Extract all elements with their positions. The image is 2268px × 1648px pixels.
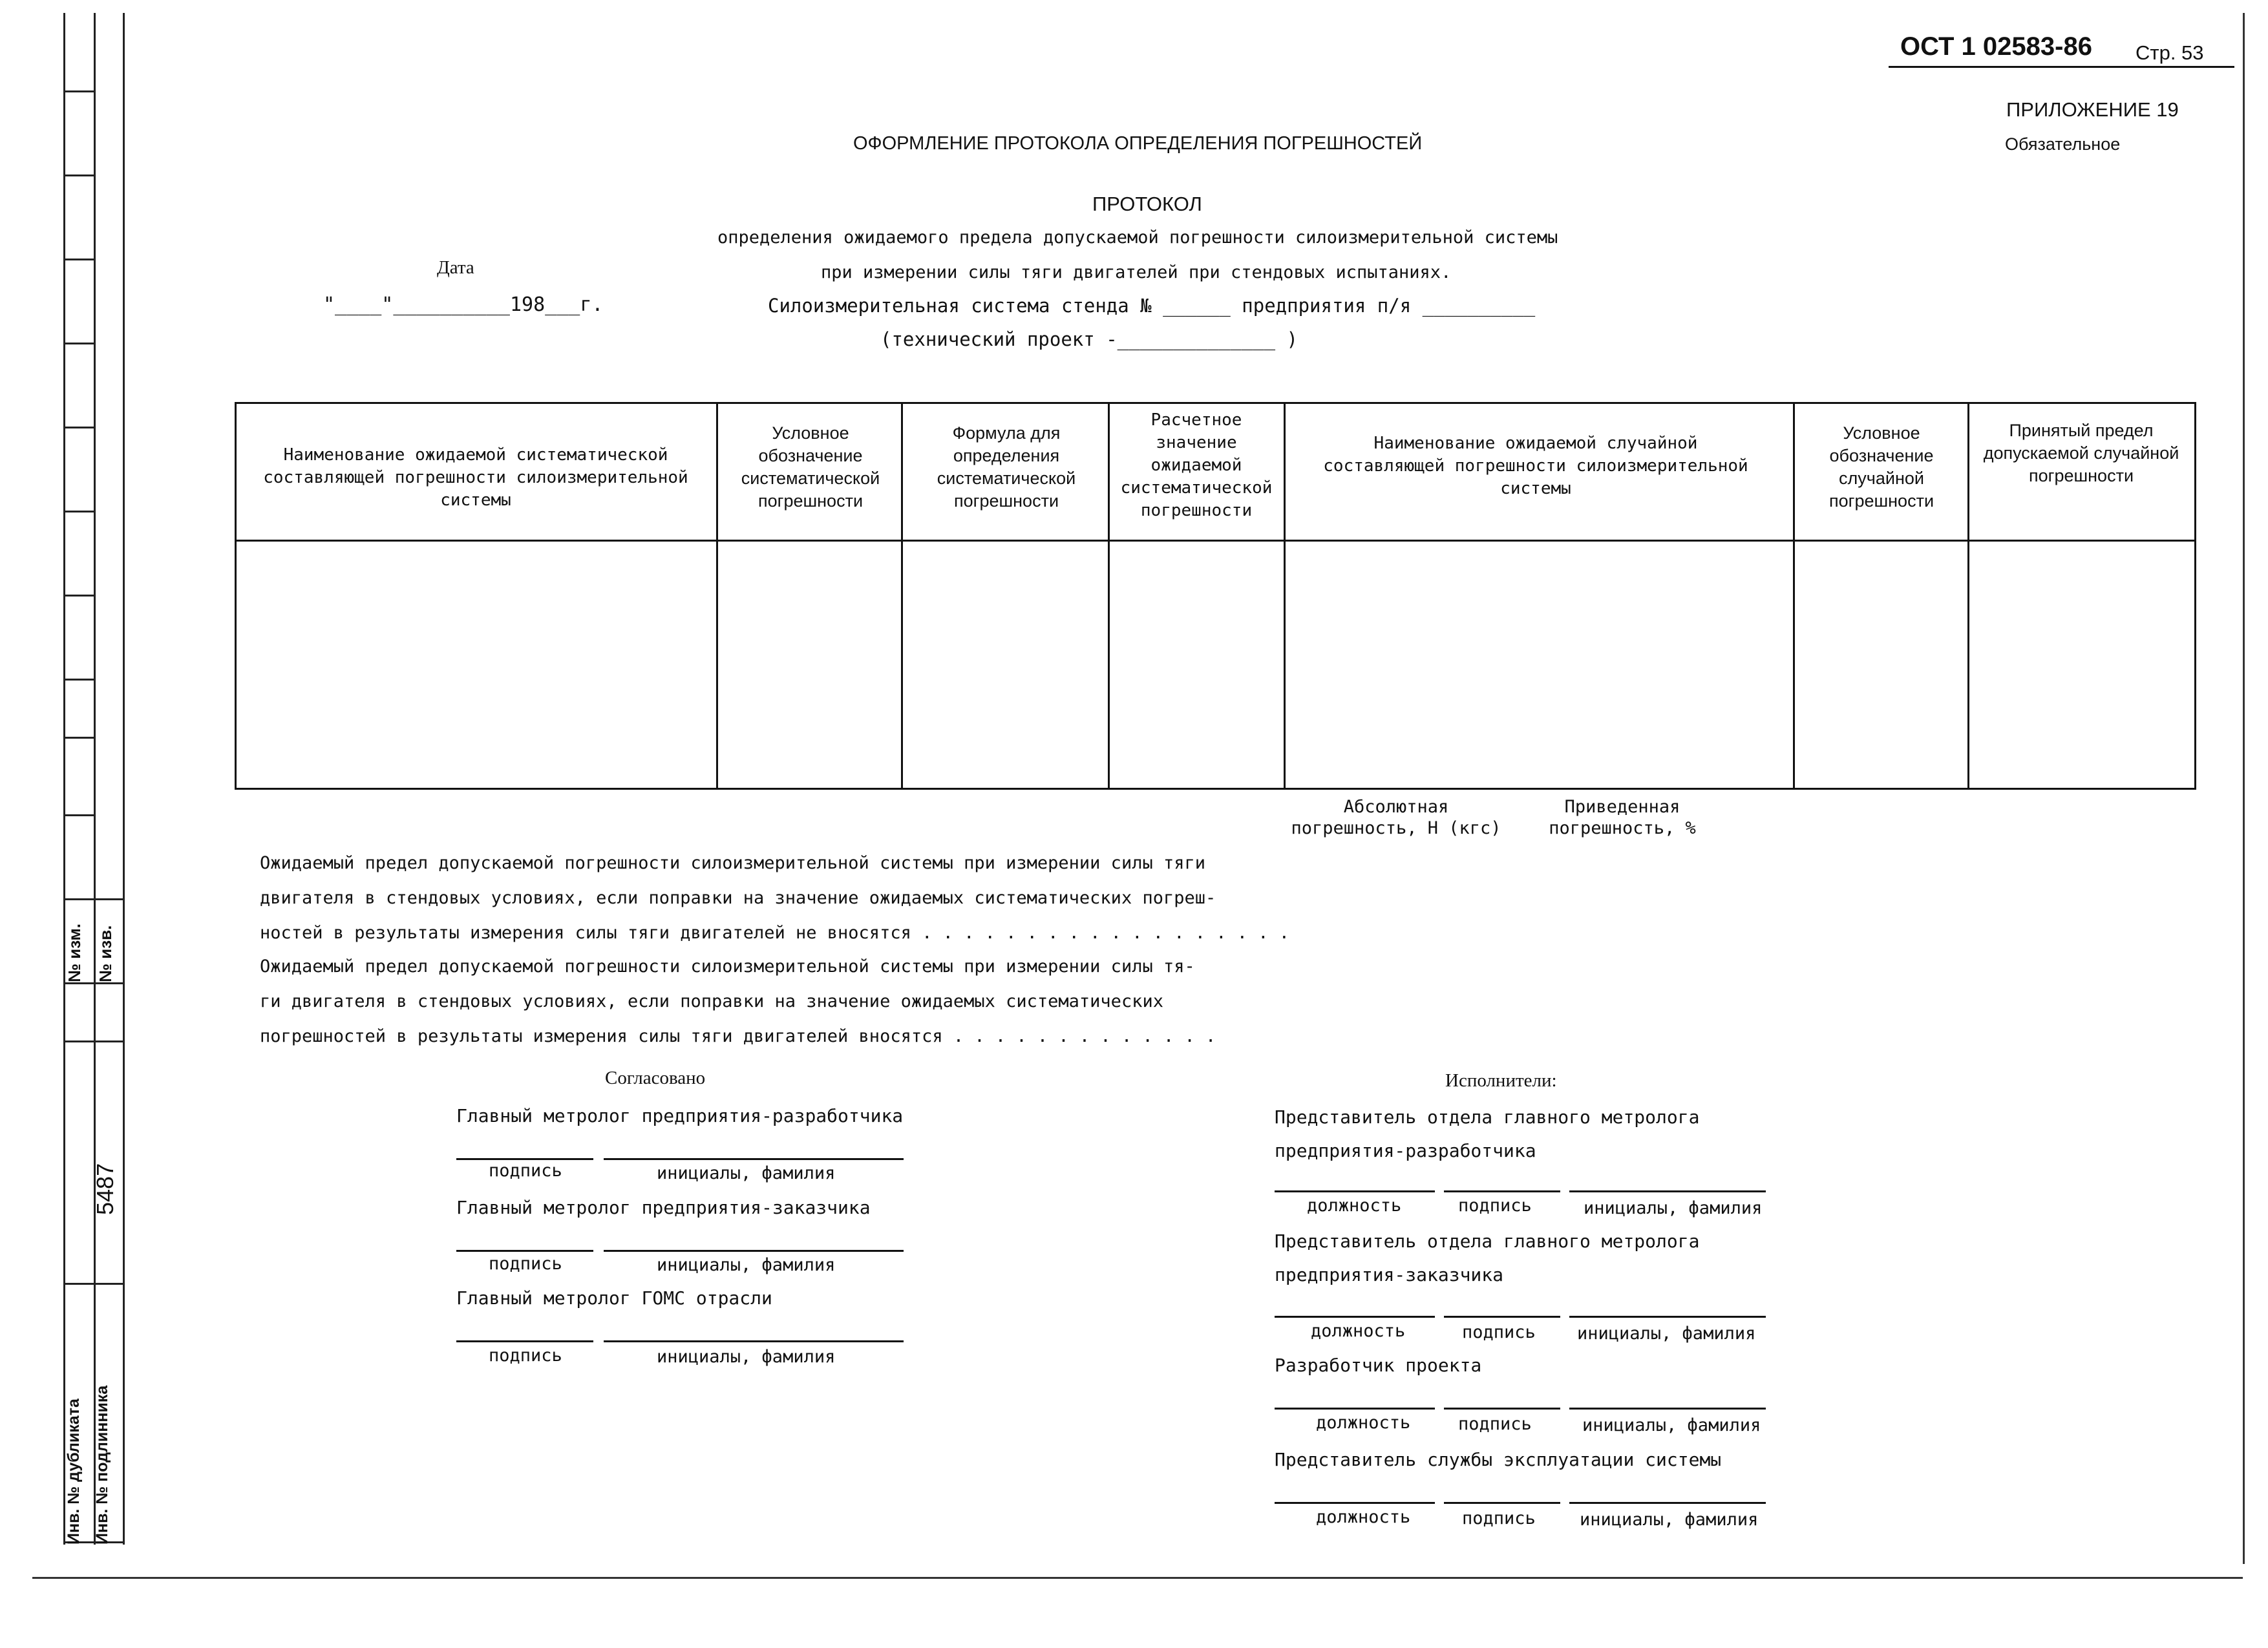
page-title: ОФОРМЛЕНИЕ ПРОТОКОЛА ОПРЕДЕЛЕНИЯ ПОГРЕШНОСТЕЙ <box>853 133 1423 154</box>
bottom-border-line <box>32 1577 2243 1579</box>
executor-role1-line1: Представитель отдела главного метролога <box>1275 1106 1700 1128</box>
technical-project-line: (технический проект -______________ ) <box>880 328 1298 350</box>
appendix-label: ПРИЛОЖЕНИЕ 19 <box>2006 98 2179 121</box>
executor1-position-caption: должность <box>1307 1196 1402 1216</box>
executor-role2-line2: предприятия-заказчика <box>1275 1264 1504 1285</box>
paragraph2-line2: ги двигателя в стендовых условиях, если поправки на значение ожидаемых систематических <box>260 991 1163 1011</box>
executor4-position-caption: должность <box>1316 1507 1411 1527</box>
table-header-systematic-symbol: Условное обозначение систематической погрешности <box>741 423 880 511</box>
agreed-name-caption-1: инициалы, фамилия <box>657 1163 836 1183</box>
izv-label: № изв. <box>96 925 115 982</box>
agreed-role-developer: Главный метролог предприятия-разработчика <box>456 1105 904 1126</box>
executor-role2-line1: Представитель отдела главного метролога <box>1275 1231 1700 1252</box>
paragraph1-line1: Ожидаемый предел допускаемой погрешности силоизмерительной системы при измерении силы тяги <box>260 853 1205 873</box>
paragraph2-line3: погрешностей в результаты измерения силы тяги двигателей вносятся . . . . . . . . . . . . . <box>260 1026 1216 1046</box>
paragraph2-line1: Ожидаемый предел допускаемой погрешности силоизмерительной системы при измерении силы тя- <box>260 956 1195 977</box>
agreed-role-goms: Главный метролог ГОМС отрасли <box>456 1287 772 1309</box>
table-header-calculated-value: Расчетное значение ожидаемой систематической погрешности <box>1120 410 1273 520</box>
agreed-sign-caption-2: подпись <box>489 1254 562 1274</box>
executor-role3: Разработчик проекта <box>1275 1355 1482 1376</box>
absolute-error-label: Абсолютная погрешность, Н (кгс) <box>1291 797 1501 838</box>
inv-original-label: Инв. № подлинника <box>93 1385 111 1545</box>
system-stand-line: Силоизмерительная система стенда № ______ предприятия п/я __________ <box>768 295 1536 317</box>
protocol-subtitle-line1: определения ожидаемого предела допускаемой погрешности силоизмерительной системы <box>717 227 1558 248</box>
reduced-error-label: Приведенная погрешность, % <box>1549 797 1696 838</box>
executor4-name-caption: инициалы, фамилия <box>1580 1510 1759 1530</box>
agreed-name-caption-3: инициалы, фамилия <box>657 1347 836 1367</box>
table-header-systematic-name: Наименование ожидаемой систематической составляющей погрешности силоизмерительной системы <box>263 445 688 510</box>
errors-table <box>235 402 2196 790</box>
right-border-line <box>2243 13 2245 1564</box>
table-header-separator <box>237 540 2194 542</box>
table-header-random-limit: Принятый предел допускаемой случайной погрешности <box>1983 421 2179 485</box>
inv-original-number: 5487 <box>92 1163 118 1215</box>
executor-role1-line2: предприятия-разработчика <box>1275 1140 1536 1161</box>
agreed-role-customer: Главный метролог предприятия-заказчика <box>456 1197 871 1218</box>
table-header-random-symbol: Условное обозначение случайной погрешности <box>1828 423 1934 511</box>
paragraph1-line3: ностей в результаты измерения силы тяги двигателей не вносятся . . . . . . . . . . . . . . . . . . <box>260 923 1290 943</box>
table-header-random-name: Наименование ожидаемой случайной составляющей погрешности силоизмерительной системы <box>1323 434 1748 498</box>
executor3-name-caption: инициалы, фамилия <box>1582 1415 1761 1435</box>
paragraph1-line2: двигателя в стендовых условиях, если поправки на значение ожидаемых систематических погреш- <box>260 888 1216 908</box>
agreed-sign-caption-3: подпись <box>489 1346 562 1366</box>
agreed-heading: Согласовано <box>605 1068 706 1088</box>
executor2-name-caption: инициалы, фамилия <box>1577 1324 1756 1344</box>
izm-label: № изм. <box>65 924 84 982</box>
protocol-title: ПРОТОКОЛ <box>1092 193 1202 215</box>
executor2-position-caption: должность <box>1311 1321 1406 1341</box>
executor3-sign-caption: подпись <box>1458 1414 1532 1434</box>
doc-number-underline <box>1889 66 2234 68</box>
executor1-sign-caption: подпись <box>1458 1196 1532 1216</box>
executor4-sign-caption: подпись <box>1462 1508 1536 1528</box>
document-number: ОСТ 1 02583-86 <box>1900 32 2092 61</box>
executor3-position-caption: должность <box>1316 1413 1411 1433</box>
inv-duplicate-label: Инв. № дубликата <box>65 1399 83 1545</box>
agreed-name-caption-2: инициалы, фамилия <box>657 1255 836 1275</box>
date-field: "____"__________198___г. <box>323 293 604 316</box>
appendix-status: Обязательное <box>2005 134 2121 154</box>
date-label: Дата <box>437 257 474 278</box>
table-header-formula: Формула для определения систематической погрешности <box>937 423 1076 511</box>
executors-heading: Исполнители: <box>1445 1070 1557 1091</box>
executor1-name-caption: инициалы, фамилия <box>1584 1198 1763 1218</box>
page-number: Стр. 53 <box>2136 41 2204 64</box>
executor2-sign-caption: подпись <box>1462 1322 1536 1342</box>
protocol-subtitle-line2: при измерении силы тяги двигателей при стендовых испытаниях. <box>821 262 1452 282</box>
executor-role4: Представитель службы эксплуатации системы <box>1275 1449 1722 1470</box>
agreed-sign-caption-1: подпись <box>489 1161 562 1181</box>
